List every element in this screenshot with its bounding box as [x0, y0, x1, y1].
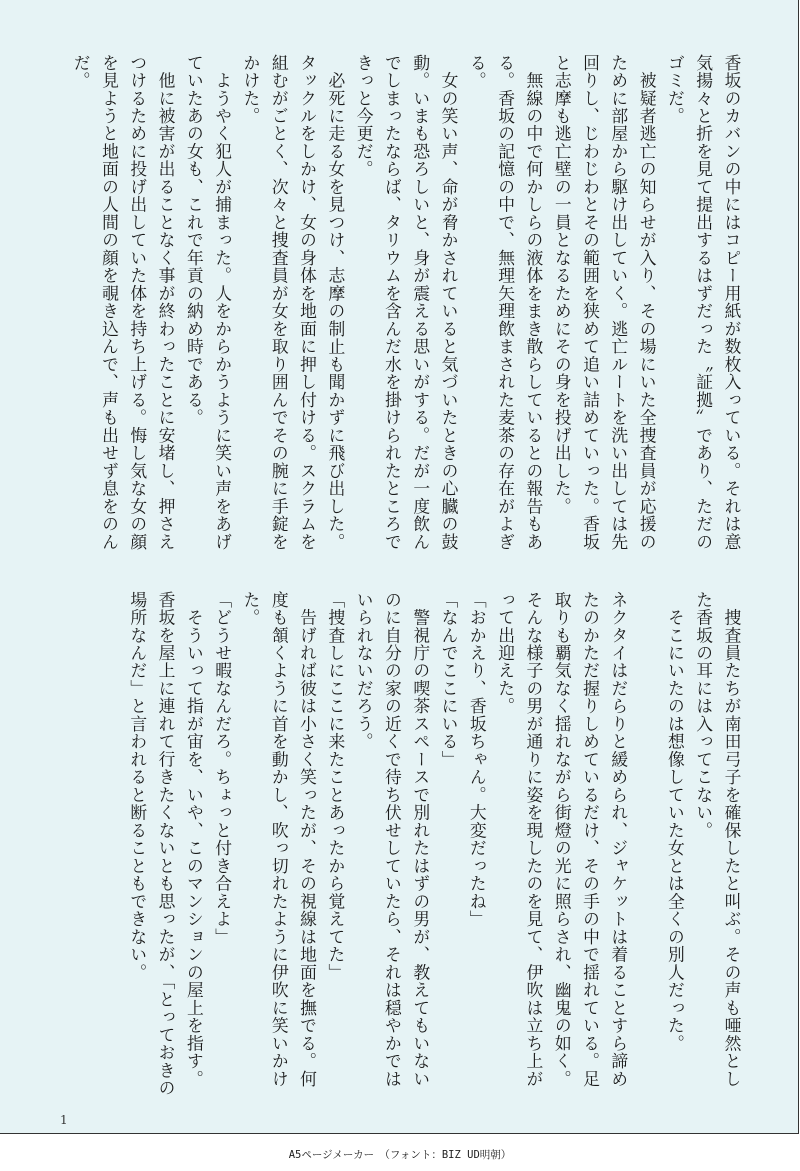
page-number: 1: [60, 1113, 68, 1127]
paragraph: そういって指が宙を、いや、このマンションの屋上を指す。香坂を屋上に連れて行きたくないとも思ったが、「とっておきの場所なんだ」と言われると断ることもできない。: [127, 591, 205, 1098]
paragraph: 捜査員たちが南田弓子を確保したと叫ぶ。その声も唖然とした香坂の耳には入ってこない。: [693, 591, 742, 1088]
paragraph: 必死に走る女を見つけ、志摩の制止も聞かずに飛び出した。タックルをしかけ、女の身体を地面に押し付ける。スクラムを組むがごとく、次々と捜査員が女を取り囲んでその腕に手錠をかけた。: [240, 54, 346, 551]
paragraph: 告げれば彼は小さく笑ったが、その視線は地面を撫でる。何度も頷くように首を動かし、吹っ切れたように伊吹に笑いかけた。: [240, 591, 318, 1088]
paragraph: ネクタイはだらりと緩められ、ジャケットは着ることすら諦めたのかただ握りしめているだけ、その手の中で揺れている。足取りも覇気なく揺れながら街燈の光に照らされ、幽鬼の如く。そんな様子の男が通りに姿を現したのを見て、伊吹は立ち上がって出迎えた。: [495, 591, 629, 1088]
paragraph: 「どうせ暇なんだろ。ちょっと付き合えよ」: [212, 591, 233, 946]
paragraph: 「捜査しにここに来たことあったから覚えてた」: [325, 591, 346, 982]
paragraph: 「おかえり、香坂ちゃん。大変だったね」: [467, 591, 488, 929]
paragraph: 無線の中で何かしらの液体をまき散らしているとの報告もある。香坂の記憶の中で、無理矢理飲まされた麦茶の存在がよぎる。: [467, 54, 544, 551]
paragraph: 他に被害が出ることなく事が終わったことに安堵し、押さえつけるために投げ出していた体を持ち上げる。悔し気な女の顔を見ようと地面の人間の顔を覗き込んで、声も出せず息をのんだ。: [71, 54, 177, 551]
paragraph: そこにいたのは想像していた女とは全くの別人だった。: [665, 591, 686, 1053]
paragraph: 警視庁の喫茶スペースで別れたはずの男が、教えてもいないのに自分の家の近くで待ち伏せしていたら、それは穏やかではいられないだろう。: [354, 591, 431, 1088]
paragraph: 「なんでここにいる」: [439, 591, 460, 769]
blank-line: [633, 591, 661, 1103]
paragraph: 香坂のカバンの中にはコピー用紙が数枚入っている。それは意気揚々と折を見て提出するはずだった〝証拠〟であり、ただのゴミだ。: [665, 54, 742, 551]
paragraph: 女の笑い声、命が脅かされていると気づいたときの心臓の鼓動。いまも恐ろしいと、身が震える思いがする。だが一度飲んでしまったならば、タリウムを含んだ水を掛けられたところできっと今更だ。: [354, 54, 460, 551]
paragraph: 被疑者逃亡の知らせが入り、その場にいた全捜査員が応援のために部屋から駆け出していく。逃亡ルートを洗い出しては先回りし、じわじわとその範囲を狭めて追い詰めていった。香坂と志摩も逃亡壁の一員となるためにその身を投げ出した。: [552, 54, 658, 551]
text-column-bottom: [56, 591, 746, 1103]
footer-caption: A5ページメーカー （フォント：BIZ UD明朝）: [288, 1149, 512, 1161]
text-column-top: [56, 54, 746, 566]
paragraph: ようやく犯人が捕まった。人をからかうように笑い声をあげていたあの女も、これで年貢の納め時である。: [184, 54, 233, 551]
